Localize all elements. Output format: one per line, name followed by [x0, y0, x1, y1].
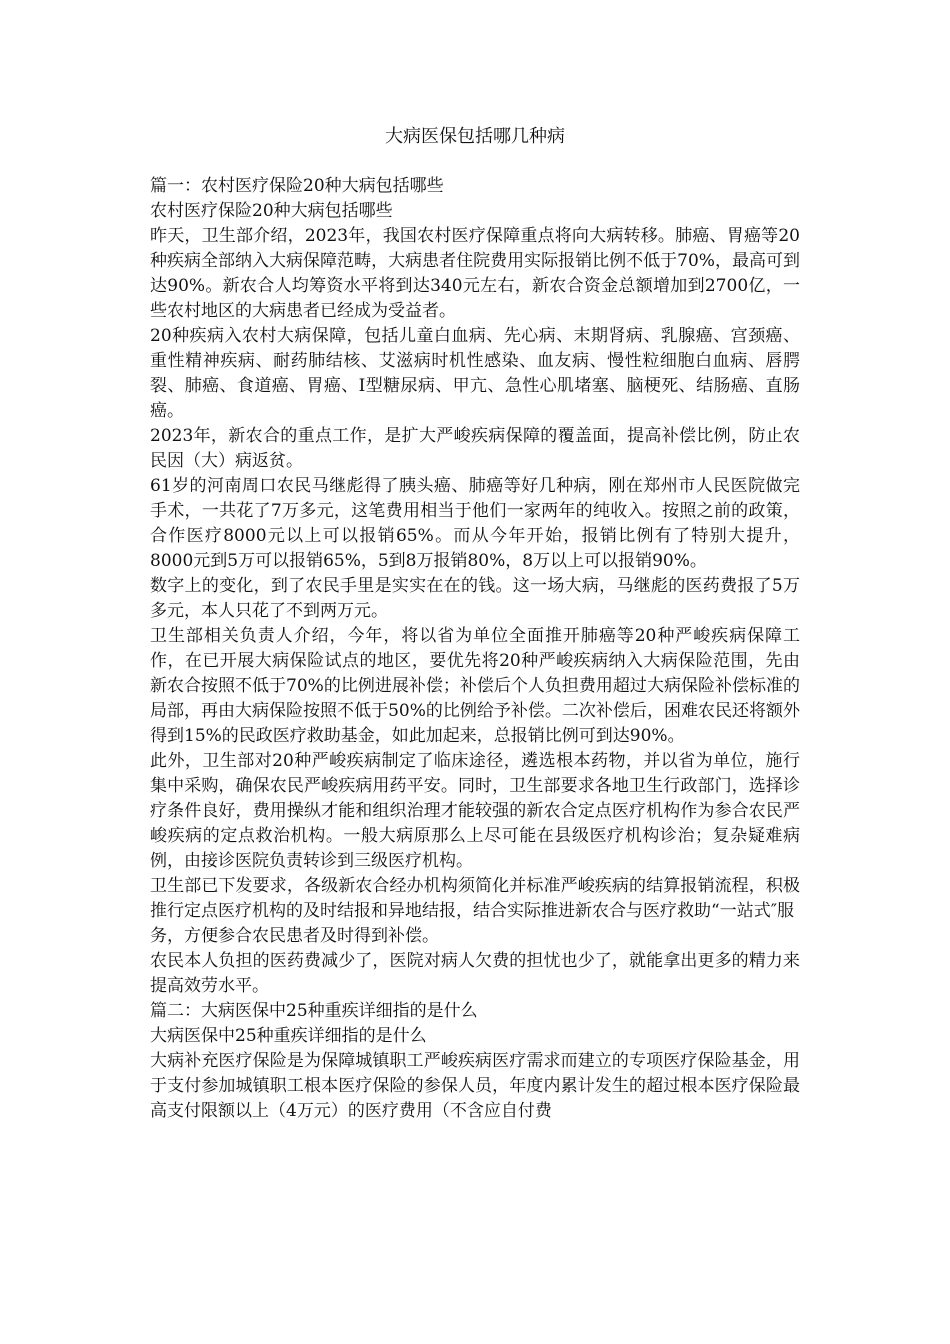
document-body [150, 174, 800, 1124]
paragraph: 务，方便参合农民患者及时得到补偿。 [150, 926, 439, 946]
paragraph: 数字上的变化，到了农民手里是实实在在的钱。这一场大病，马继彪的医药费报了5万多元，本人只花了不到两万元。 [150, 576, 800, 621]
paragraph: 农民本人负担的医药费减少了，医院对病人欠费的担忧也少了，就能拿出更多的精力来提高效劳水平。 [150, 951, 800, 996]
paragraph: 20种疾病入农村大病保障，包括儿童白血病、先心病、末期肾病、乳腺癌、宫颈癌、重性精神疾病、耐药肺结核、艾滋病时机性感染、血友病、慢性粒细胞白血病、唇腭裂、肺癌、食道癌、胃癌、I型糖尿病、甲亢、急性心肌堵塞、脑梗死、结肠癌、直肠癌。 [150, 326, 800, 421]
paragraph: 卫生部已下发要求，各级新农合经办机构须简化并标准严峻疾病的结算报销流程，积极推行定点医疗机构的及时结报和异地结报，结合实际推进新农合与医疗救助“一站式″服 [150, 876, 800, 921]
subheading-1: 农村医疗保险20种大病包括哪些 [150, 201, 393, 221]
paragraph: 2023年，新农合的重点工作，是扩大严峻疾病保障的覆盖面，提高补偿比例，防止农民因（大）病返贫。 [150, 426, 800, 471]
section-heading-2: 篇二：大病医保中25种重疾详细指的是什么 [150, 1001, 478, 1021]
section-heading-1: 篇一：农村医疗保险20种大病包括哪些 [150, 176, 444, 196]
subheading-2: 大病医保中25种重疾详细指的是什么 [150, 1026, 427, 1046]
paragraph: 此外，卫生部对20种严峻疾病制定了临床途径，遴选根本药物，并以省为单位，施行集中采购，确保农民严峻疾病用药平安。同时，卫生部要求各地卫生行政部门，选择诊疗条件良好，费用操纵才能和组织治理才能较强的新农合定点医疗机构作为参合农民严峻疾病的定点救治机构。一般大病原那么上尽可能在县级医疗机构诊治；复杂疑难病例，由接诊医院负责转诊到三级医疗机构。 [150, 751, 800, 871]
paragraph: 大病补充医疗保险是为保障城镇职工严峻疾病医疗需求而建立的专项医疗保险基金，用于支付参加城镇职工根本医疗保险的参保人员，年度内累计发生的超过根本医疗保险最高支付限额以上（4万元）的医疗费用（不含应自付费 [150, 1051, 800, 1121]
paragraph: 昨天，卫生部介绍，2023年，我国农村医疗保障重点将向大病转移。肺癌、胃癌等20种疾病全部纳入大病保障范畴，大病患者住院费用实际报销比例不低于70%，最高可到达90%。新农合人均筹资水平将到达340元左右，新农合资金总额增加到2700亿，一些农村地区的大病患者已经成为受益者。 [150, 226, 800, 321]
document-title: 大病医保包括哪几种病 [385, 126, 565, 147]
paragraph: 61岁的河南周口农民马继彪得了胰头癌、肺癌等好几种病，刚在郑州市人民医院做完手术，一共花了7万多元，这笔费用相当于他们一家两年的纯收入。按照之前的政策，合作医疗8000元以上可以报销65%。而从今年开始，报销比例有了特别大提升，8000元到5万可以报销65%，5到8万报销80%，8万以上可以报销90%。 [150, 476, 800, 571]
paragraph: 卫生部相关负责人介绍，今年，将以省为单位全面推开肺癌等20种严峻疾病保障工作，在已开展大病保险试点的地区，要优先将20种严峻疾病纳入大病保险范围，先由新农合按照不低于70%的比例进展补偿；补偿后个人负担费用超过大病保险补偿标准的局部，再由大病保险按照不低于50%的比例给予补偿。二次补偿后，困难农民还将额外得到15%的民政医疗救助基金，如此加起来，总报销比例可到达90%。 [150, 626, 800, 746]
